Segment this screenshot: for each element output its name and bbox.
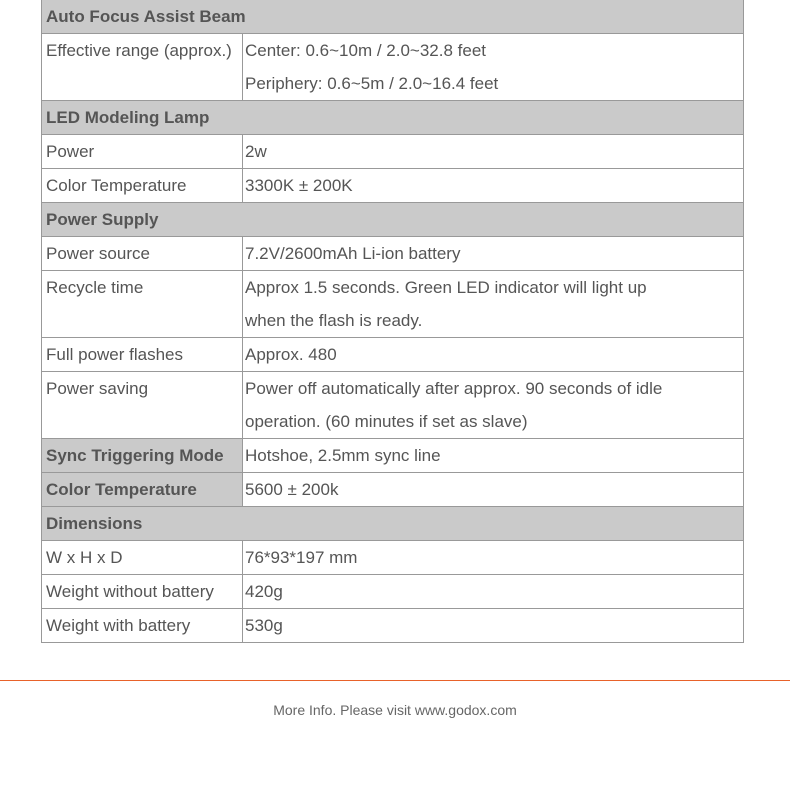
footer-text: More Info. Please visit www.godox.com	[273, 702, 517, 718]
table-row	[42, 237, 744, 271]
row-label: Color Temperature	[42, 473, 243, 507]
range-periphery: Periphery: 0.6~5m / 2.0~16.4 feet	[245, 74, 499, 93]
section-title: Power Supply	[42, 203, 744, 237]
section-dimensions	[42, 507, 744, 541]
row-value	[243, 271, 744, 338]
row-label: W x H x D	[42, 541, 243, 575]
row-label: Weight without battery	[42, 575, 243, 609]
row-value: 530g	[243, 609, 744, 643]
footer-divider	[0, 680, 790, 681]
row-value: 2w	[243, 135, 744, 169]
table-row	[42, 541, 744, 575]
section-title: Dimensions	[42, 507, 744, 541]
range-center: Center: 0.6~10m / 2.0~32.8 feet	[245, 41, 486, 60]
table-row	[42, 372, 744, 439]
row-value: Hotshoe, 2.5mm sync line	[243, 439, 744, 473]
table-row	[42, 575, 744, 609]
table-row	[42, 473, 744, 507]
section-power-supply	[42, 203, 744, 237]
section-title: Auto Focus Assist Beam	[42, 0, 744, 34]
row-value: 76*93*197 mm	[243, 541, 744, 575]
row-label: Full power flashes	[42, 338, 243, 372]
row-label: Power saving	[42, 372, 243, 439]
value-line: operation. (60 minutes if set as slave)	[245, 412, 528, 431]
row-label: Power source	[42, 237, 243, 271]
row-label: Effective range (approx.)	[42, 34, 243, 101]
section-auto-focus	[42, 0, 744, 34]
row-value: 3300K ± 200K	[243, 169, 744, 203]
table-row	[42, 271, 744, 338]
row-label: Weight with battery	[42, 609, 243, 643]
row-value: 7.2V/2600mAh Li-ion battery	[243, 237, 744, 271]
value-line: when the flash is ready.	[245, 311, 423, 330]
row-value	[243, 34, 744, 101]
row-label: Power	[42, 135, 243, 169]
spec-table	[41, 0, 744, 643]
row-label: Recycle time	[42, 271, 243, 338]
table-row	[42, 34, 744, 101]
table-row	[42, 135, 744, 169]
table-row	[42, 439, 744, 473]
row-value	[243, 372, 744, 439]
table-row	[42, 169, 744, 203]
table-row	[42, 338, 744, 372]
section-led-lamp	[42, 101, 744, 135]
value-line: Power off automatically after approx. 90 seconds of idle	[245, 379, 663, 398]
row-value: 5600 ± 200k	[243, 473, 744, 507]
table-row	[42, 609, 744, 643]
value-line: Approx 1.5 seconds. Green LED indicator will light up	[245, 278, 647, 297]
row-label: Sync Triggering Mode	[42, 439, 243, 473]
row-value: 420g	[243, 575, 744, 609]
row-label: Color Temperature	[42, 169, 243, 203]
section-title: LED Modeling Lamp	[42, 101, 744, 135]
row-value: Approx. 480	[243, 338, 744, 372]
